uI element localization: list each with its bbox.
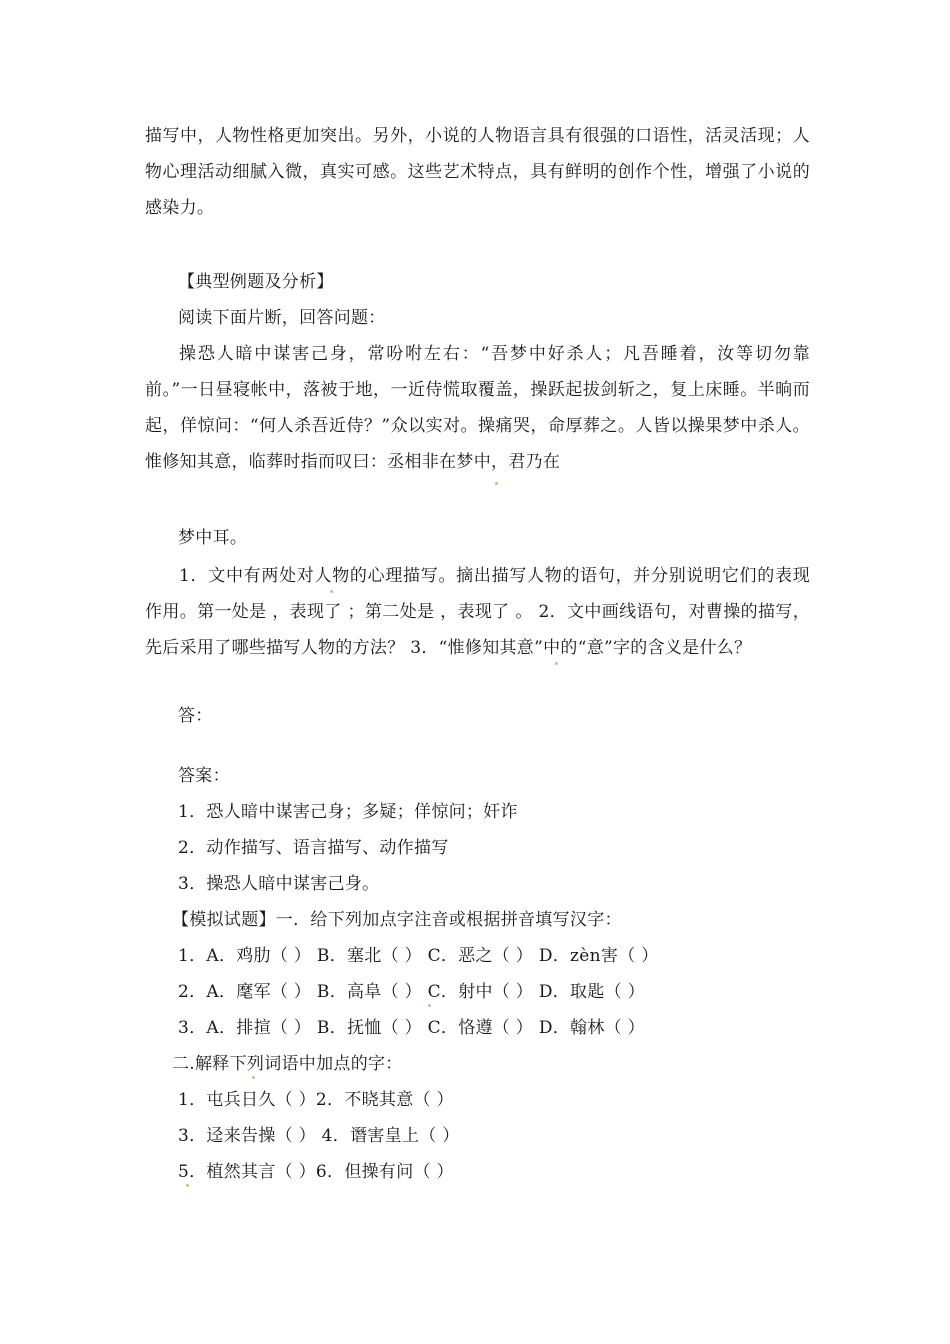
answer-item: 3．操恐人暗中谋害己身。 [178,874,380,894]
mock-test-item: 1．A．鸡肋（ ） B．塞北（ ） C．恶之（ ） D．zèn害（ ） [178,946,659,966]
answer-item: 1．恐人暗中谋害己身；多疑；佯惊问；奸诈 [178,802,518,822]
questions-paragraph: 1．文中有两处对人物的心理描写。摘出描写人物的语句，并分别说明它们的表现作用。第一处是 ，表现了 ；第二处是 ，表现了 。 2．文中画线语句，对曹操的描写，先后采用了哪些描写人物的方法？ 3．“惟修知其意”中的“意”字的含义是什么？ [145,566,810,658]
answer-item: 2．动作描写、语言描写、动作描写 [178,838,449,858]
answer-prompt: 答： [178,706,213,726]
section-title: 【典型例题及分析】 [178,272,334,292]
emphasis-dot [186,1184,189,1187]
emphasis-dot [428,1004,431,1007]
part2-heading: 二.解释下列词语中加点的字： [172,1054,403,1074]
emphasis-dot [555,662,558,665]
passage-end: 梦中耳。 [178,528,248,548]
mock-test-item: 3．A．排揎（ ） B．抚恤（ ） C．恪遵（ ） D．翰林（ ） [178,1018,645,1038]
intro-paragraph: 描写中，人物性格更加突出。另外，小说的人物语言具有很强的口语性，活灵活现；人物心理活动细腻入微，真实可感。这些艺术特点，具有鲜明的创作个性，增强了小说的感染力。 [145,126,810,218]
emphasis-dot [330,590,333,593]
passage-paragraph: 操恐人暗中谋害己身，常吩咐左右：“吾梦中好杀人；凡吾睡着，汝等切勿靠前。”一日昼寝帐中，落被于地，一近侍慌取覆盖，操跃起拔剑斩之，复上床睡。半晌而起，佯惊问：“何人杀吾近侍？”众以实对。操痛哭，命厚葬之。人皆以操果梦中杀人。惟修知其意，临葬时指而叹曰：丞相非在梦中，君乃在 [145,344,810,472]
answers-title: 答案： [178,766,230,786]
mock-test-heading: 【模拟试题】一．给下列加点字注音或根据拼音填写汉字： [172,910,622,930]
mock-test-item: 2．A．麾军（ ） B．高阜（ ） C．射中（ ） D．取匙（ ） [178,982,645,1002]
emphasis-dot [252,1076,255,1079]
part2-item: 1．屯兵日久（ ）2．不晓其意（ ） [178,1090,454,1110]
reading-prompt: 阅读下面片断，回答问题： [178,308,386,328]
part2-item: 3．迳来告操（ ） 4．谮害皇上（ ） [178,1126,460,1146]
part2-item: 5．植然其言（ ）6．但操有问（ ） [178,1162,454,1182]
emphasis-dot [495,482,498,485]
